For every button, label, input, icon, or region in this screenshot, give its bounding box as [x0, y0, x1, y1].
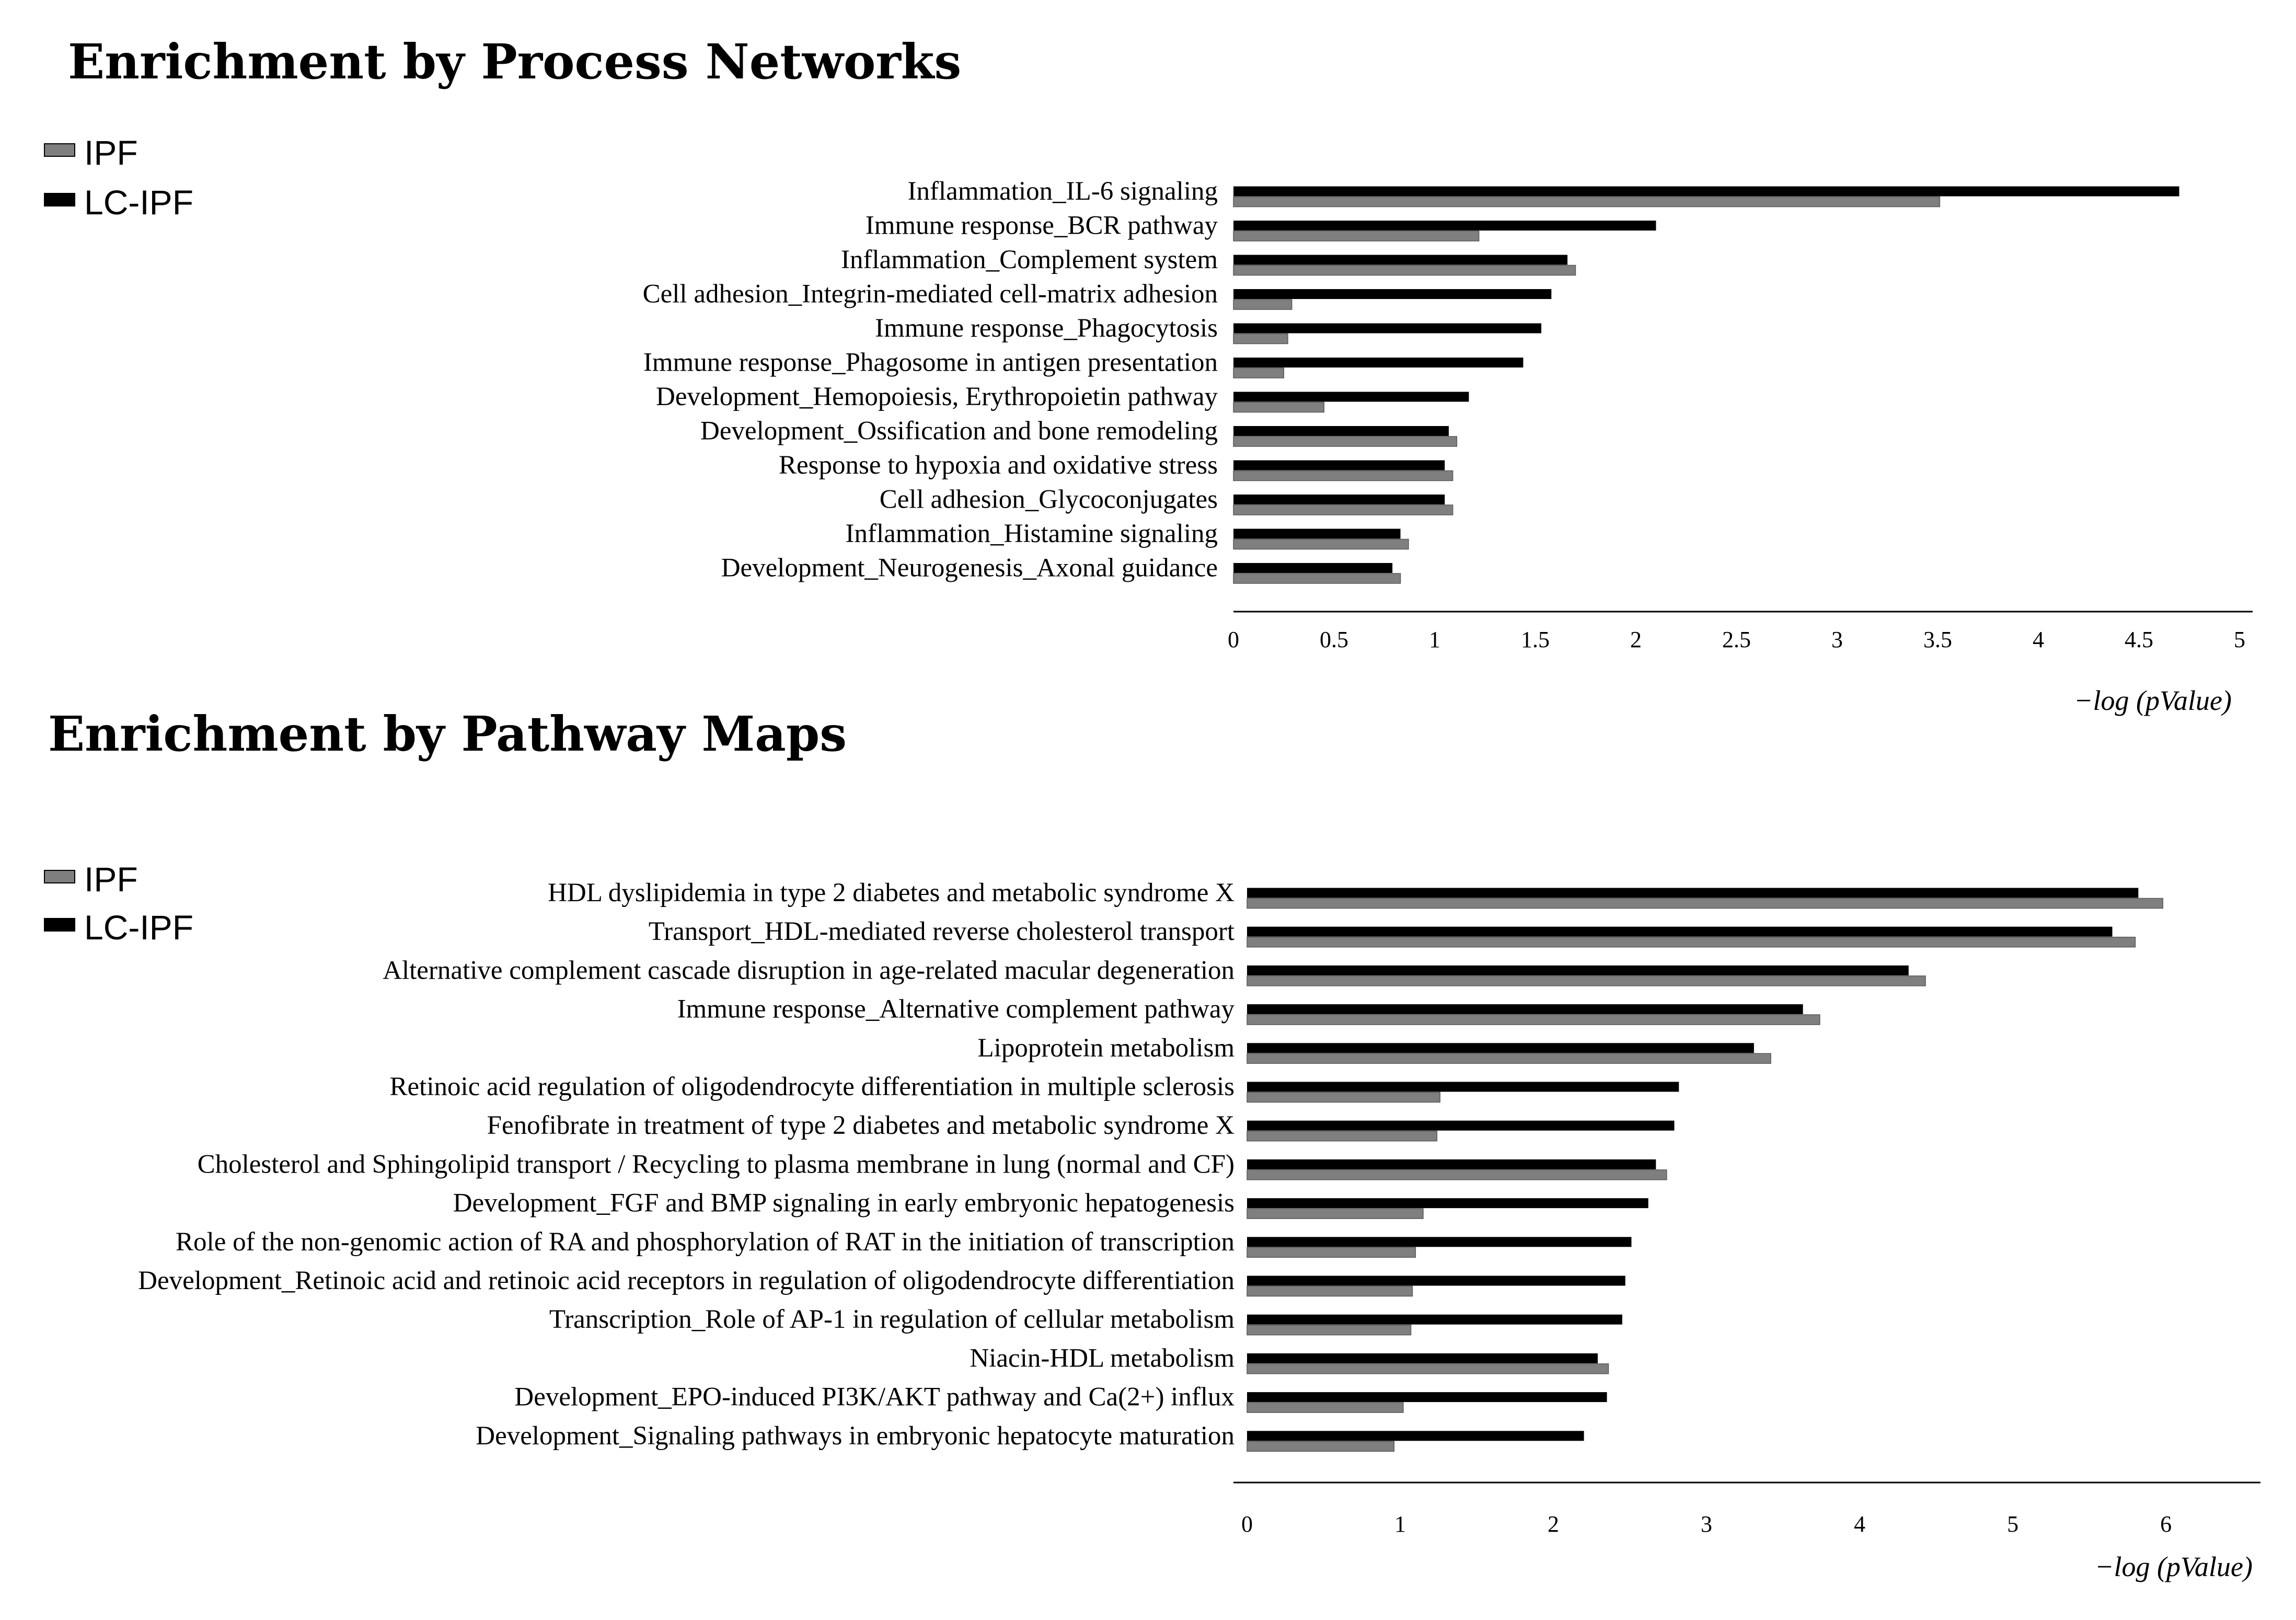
- category-label: Cholesterol and Sphingolipid transport / Recycling to plasma membrane in lung (normal and CF): [197, 1150, 1234, 1179]
- x-tick-label: 3: [1831, 627, 1843, 652]
- legend-label-lc-ipf: LC-IPF: [84, 183, 194, 222]
- bar-lc-ipf: [1247, 1121, 1675, 1131]
- category-label: Inflammation_IL-6 signaling: [907, 177, 1218, 206]
- x-tick-label: 2: [1548, 1511, 1560, 1537]
- bar-ipf: [1247, 1403, 1403, 1412]
- bar-lc-ipf: [1233, 221, 1656, 231]
- legend-label-lc-ipf: LC-IPF: [84, 908, 194, 947]
- x-tick-label: 3.5: [1923, 627, 1952, 652]
- x-axis-title: −log (pValue): [2074, 685, 2232, 716]
- bar-lc-ipf: [1233, 289, 1551, 299]
- bar-lc-ipf: [1247, 1082, 1679, 1092]
- x-tick-label: 5: [2234, 627, 2245, 652]
- category-label: Lipoprotein metabolism: [977, 1033, 1234, 1063]
- chart-1: [44, 33, 2253, 716]
- x-tick-label: 4: [1854, 1511, 1866, 1537]
- bar-ipf: [1247, 937, 2135, 947]
- bar-ipf: [1247, 1170, 1667, 1180]
- bar-lc-ipf: [1247, 1043, 1754, 1053]
- bar-ipf: [1233, 334, 1288, 344]
- bar-lc-ipf: [1233, 529, 1401, 539]
- category-label: Development_Neurogenesis_Axonal guidance: [721, 553, 1218, 583]
- x-tick-label: 3: [1701, 1511, 1713, 1537]
- bar-ipf: [1247, 1286, 1412, 1296]
- bar-lc-ipf: [1233, 187, 2179, 197]
- bar-ipf: [1233, 436, 1457, 446]
- category-label: Retinoic acid regulation of oligodendrocyte differentiation in multiple sclerosis: [389, 1072, 1234, 1101]
- bar-ipf: [1247, 1441, 1394, 1451]
- bar-lc-ipf: [1247, 1276, 1625, 1286]
- legend-label-ipf: IPF: [84, 133, 138, 172]
- bar-lc-ipf: [1247, 966, 1909, 975]
- category-label: Niacin-HDL metabolism: [970, 1343, 1234, 1373]
- bar-ipf: [1247, 1093, 1440, 1102]
- bar-ipf: [1233, 197, 1940, 207]
- bar-lc-ipf: [1247, 1198, 1648, 1208]
- category-label: Transcription_Role of AP-1 in regulation of cellular metabolism: [549, 1305, 1234, 1335]
- legend-swatch-lc-ipf: [44, 918, 75, 931]
- category-label: HDL dyslipidemia in type 2 diabetes and metabolic syndrome X: [548, 878, 1234, 907]
- category-label: Fenofibrate in treatment of type 2 diabetes and metabolic syndrome X: [487, 1111, 1234, 1141]
- category-label: Development_EPO-induced PI3K/AKT pathway and Ca(2+) influx: [514, 1382, 1234, 1412]
- bar-lc-ipf: [1233, 324, 1541, 334]
- bar-ipf: [1247, 1053, 1771, 1063]
- bar-ipf: [1233, 539, 1409, 549]
- bar-ipf: [1247, 899, 2163, 909]
- bar-ipf: [1233, 231, 1479, 241]
- legend-swatch-lc-ipf: [44, 193, 75, 206]
- bar-ipf: [1247, 1209, 1423, 1219]
- legend-label-ipf: IPF: [84, 860, 138, 899]
- bar-ipf: [1247, 1247, 1415, 1257]
- chart-title: Enrichment by Pathway Maps: [48, 706, 847, 762]
- bar-lc-ipf: [1247, 1392, 1607, 1402]
- legend-swatch-ipf: [44, 870, 75, 883]
- bar-lc-ipf: [1247, 927, 2113, 937]
- bar-lc-ipf: [1247, 1431, 1584, 1441]
- x-tick-label: 2: [1630, 627, 1642, 652]
- x-tick-label: 4.5: [2125, 627, 2153, 652]
- bar-lc-ipf: [1233, 358, 1523, 367]
- category-label: Inflammation_Histamine signaling: [845, 519, 1218, 548]
- bar-ipf: [1247, 1131, 1437, 1141]
- bar-ipf: [1233, 403, 1324, 412]
- category-label: Development_Retinoic acid and retinoic acid receptors in regulation of oligodendrocyte differentiation: [138, 1266, 1234, 1295]
- bar-lc-ipf: [1247, 888, 2138, 898]
- bar-lc-ipf: [1247, 1004, 1803, 1014]
- bar-ipf: [1233, 471, 1453, 481]
- category-label: Development_FGF and BMP signaling in early embryonic hepatogenesis: [453, 1188, 1234, 1218]
- bar-ipf: [1233, 266, 1576, 275]
- bar-ipf: [1233, 573, 1401, 583]
- x-tick-label: 1: [1394, 1511, 1406, 1537]
- bar-lc-ipf: [1233, 426, 1449, 436]
- category-label: Cell adhesion_Glycoconjugates: [879, 485, 1218, 514]
- category-label: Cell adhesion_Integrin-mediated cell-matrix adhesion: [642, 279, 1218, 309]
- category-label: Development_Signaling pathways in embryonic hepatocyte maturation: [476, 1421, 1234, 1451]
- bar-ipf: [1247, 1015, 1820, 1025]
- bar-lc-ipf: [1247, 1353, 1598, 1363]
- x-tick-label: 6: [2160, 1511, 2172, 1537]
- bar-lc-ipf: [1247, 1159, 1656, 1169]
- bar-lc-ipf: [1233, 495, 1445, 504]
- bar-lc-ipf: [1233, 461, 1445, 470]
- bar-lc-ipf: [1233, 392, 1469, 402]
- x-tick-label: 1.5: [1521, 627, 1550, 652]
- bar-ipf: [1233, 368, 1284, 378]
- category-label: Role of the non-genomic action of RA and phosphorylation of RAT in the initiation of transcription: [176, 1227, 1234, 1257]
- legend-swatch-ipf: [44, 144, 75, 156]
- chart-title: Enrichment by Process Networks: [68, 33, 962, 90]
- category-label: Transport_HDL-mediated reverse cholesterol transport: [648, 917, 1234, 947]
- bar-lc-ipf: [1233, 563, 1392, 573]
- category-label: Immune response_Phagosome in antigen presentation: [643, 348, 1218, 377]
- bar-lc-ipf: [1247, 1315, 1622, 1325]
- x-tick-label: 4: [2033, 627, 2044, 652]
- bar-ipf: [1233, 300, 1292, 309]
- bar-lc-ipf: [1233, 255, 1567, 265]
- category-label: Immune response_Alternative complement pathway: [677, 994, 1234, 1024]
- x-tick-label: 0.5: [1320, 627, 1348, 652]
- bar-lc-ipf: [1247, 1237, 1631, 1247]
- x-axis-title: −log (pValue): [2095, 1551, 2253, 1582]
- category-label: Inflammation_Complement system: [841, 245, 1218, 274]
- category-label: Development_Ossification and bone remodeling: [700, 416, 1218, 446]
- bar-ipf: [1247, 1325, 1411, 1335]
- category-label: Response to hypoxia and oxidative stress: [779, 451, 1218, 480]
- x-tick-label: 2.5: [1722, 627, 1751, 652]
- chart-2: [44, 706, 2260, 1582]
- x-tick-label: 0: [1228, 627, 1239, 652]
- bar-ipf: [1247, 976, 1925, 986]
- category-label: Immune response_BCR pathway: [865, 211, 1218, 240]
- bar-ipf: [1247, 1364, 1609, 1374]
- category-label: Alternative complement cascade disruption in age-related macular degeneration: [383, 956, 1234, 985]
- x-tick-label: 1: [1429, 627, 1440, 652]
- x-tick-label: 0: [1241, 1511, 1253, 1537]
- category-label: Immune response_Phagocytosis: [875, 314, 1218, 343]
- category-label: Development_Hemopoiesis, Erythropoietin pathway: [655, 382, 1218, 411]
- x-tick-label: 5: [2007, 1511, 2019, 1537]
- bar-ipf: [1233, 505, 1453, 515]
